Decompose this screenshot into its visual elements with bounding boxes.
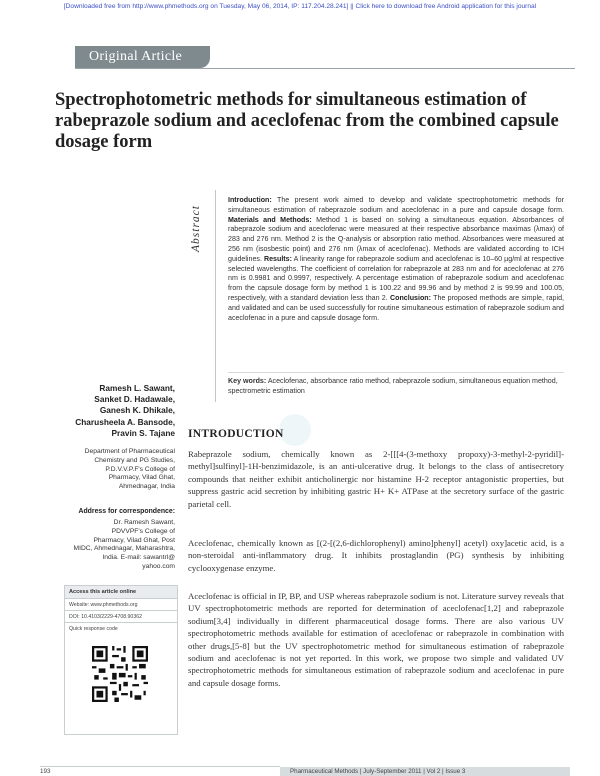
qr-code-icon[interactable]	[92, 646, 148, 702]
website-link[interactable]: Website: www.phmethods.org	[65, 599, 177, 611]
author: Ganesh K. Dhikale,	[99, 405, 175, 416]
abstract-side-label: Abstract	[190, 205, 202, 252]
affiliation	[40, 448, 175, 492]
affiliation-line: Ahmednagar, India	[118, 483, 175, 491]
author-list	[40, 383, 175, 439]
download-banner-link[interactable]: [Downloaded free from http://www.phmethods.org on Tuesday, May 06, 2014, IP: 117.204.28.241] || Click here to download free Android application for this journal	[63, 3, 537, 10]
access-online-box	[64, 585, 178, 735]
abstract-methods: Method 1 is based on solving a simultaneous equation. Absorbances of rabeprazole sodium and aceclofenac were measured at their respective absorbance maximas (λmax) of 283 and 276 nm. Method 2 is the Q-analysis or absorption ratio method. Absorbances were measured at 256 nm (isosbestic point) and 276 nm (λmax of aceclofenac). Methods are validated according to ICH guidelines.	[228, 215, 564, 263]
footer-rule	[40, 766, 280, 767]
abstract-intro: The present work aimed to develop and validate spectrophotometric methods for simultaneous estimation of rabeprazole sodium and aceclofenac in a pure and capsule dosage form.	[228, 196, 564, 214]
paragraph-aceclofenac: Aceclofenac, chemically known as [(2-[(2,6-dichlorophenyl) amino]phenyl] acetyl) oxy]acetic acid, is a non-steroidal anti-inflammatory drug. It inhibits prostaglandin (PG) synthesis by inhibiting cyclooxygenase enzyme.	[188, 538, 564, 573]
abstract-text	[228, 196, 564, 323]
keywords	[228, 377, 564, 397]
article-title: Spectrophotometric methods for simultaneous estimation of rabeprazole sodium and aceclofenac from the combined capsule dosage form	[55, 90, 559, 152]
abstract-divider	[215, 190, 216, 402]
abstract-conclusion-heading: Conclusion:	[390, 293, 431, 302]
abstract-results: A linearity range for rabeprazole sodium and aceclofenac is 10–60 µg/ml at respective selected wavelengths. The coefficient of correlation for rabeprazole at 283 nm and for aceclofenac at 276 nm is 0.9981 and 0.9997, respectively. A percentage estimation of rabeprazole sodium and aceclofenac from the capsule dosage form by method 1 is 100.22 and 99.96 and by method 2 is 99.99 and 100.05, respectively, with a standard deviation less than 2.	[228, 254, 564, 302]
correspondence-address	[40, 519, 175, 572]
correspondence-line: Pharmacy, Vilad Ghat, Post	[93, 536, 175, 544]
keywords-rule	[228, 372, 564, 373]
doi-link[interactable]: DOI: 10.4103/2229-4708.90362	[65, 611, 177, 623]
correspondence-heading: Address for correspondence:	[78, 508, 175, 515]
header-rule	[75, 68, 575, 69]
correspondence-line: MIDC, Ahmednagar, Maharashtra,	[73, 545, 175, 553]
paragraph-literature: Aceclofenac is official in IP, BP, and USP whereas rabeprazole sodium is not. Literature survey reveals that UV spectrophotometric methods are reported for determination of aceclofenac[1,2] and rabeprazole sodium[3,4] individually in different pharmaceutical dosage forms. There are also various UV spectrophotometric methods available for estimation of aceclofenac or rabeprazole in combination with other drugs,[5-8] but the UV spectrophotometric method for simultaneous estimation of rabeprazole sodium and aceclofenac is not yet reported. In this work, we propose two simple and validated UV spectrophotometric methods for simultaneous estimation of rabeprazole sodium and aceclofenac in pure and capsule dosage forms.	[188, 591, 564, 688]
abstract-intro-heading: Introduction:	[228, 196, 272, 204]
page-number: 193	[40, 768, 51, 775]
introduction-heading: INTRODUCTION	[188, 428, 284, 440]
abstract-methods-heading: Materials and Methods:	[228, 215, 312, 224]
author: Ramesh L. Sawant,	[99, 383, 175, 393]
keywords-heading: Key words:	[228, 377, 267, 385]
section-tab	[75, 46, 210, 68]
correspondence-line: PDVVPF's College of	[111, 527, 175, 535]
access-title: Access this article online	[65, 586, 177, 599]
affiliation-line: Department of Pharmaceutical	[84, 448, 175, 455]
affiliation-line: Pharmacy, Vilad Ghat,	[108, 474, 175, 482]
author: Sanket D. Hadawale,	[94, 394, 175, 405]
affiliation-line: P.D.V.V.P.F's College of	[105, 465, 175, 473]
keywords-list: Aceclofenac, absorbance ratio method, rabeprazole sodium, simultaneous equation method, spectrometric estimation	[228, 377, 558, 395]
author: Charusheela A. Bansode,	[75, 416, 175, 427]
affiliation-line: Chemistry and PG Studies,	[94, 456, 175, 464]
section-label: Original Article	[89, 49, 183, 64]
correspondence-email[interactable]: India. E-mail: sawantrl@	[102, 554, 175, 562]
correspondence-line: Dr. Ramesh Sawant,	[113, 519, 175, 526]
abstract-conclusion: The proposed methods are simple, rapid, and validated and can be used successfully for routine simultaneous estimation of rabeprazole sodium and aceclofenac in a pure and capsule dosage form.	[228, 293, 564, 322]
qr-label: Quick response code	[69, 626, 118, 632]
correspondence-email[interactable]: yahoo.com	[142, 562, 175, 570]
journal-footer: Pharmaceutical Methods | July-September 2011 | Vol 2 | Issue 3	[290, 768, 466, 775]
author: Pravin S. Tajane	[111, 427, 175, 438]
paragraph-rabeprazole: Rabeprazole sodium, chemically known as 2-[[[4-(3-methoxy propoxy)-3-methyl-2-pyridil]-methyl]sulfinyl]-1H-benzimidazole, is an anti-ulcerative drug. It belongs to the class of antisecretory compounds that neither exhibit anticholinergic nor histamine H-2 receptor antagonistic properties, but suppress gastric acid secretion by inhibiting gastric H+ K+ ATPase at the secretory surface of the gastric parietal cell.	[188, 449, 564, 509]
abstract-results-heading: Results:	[263, 254, 292, 263]
